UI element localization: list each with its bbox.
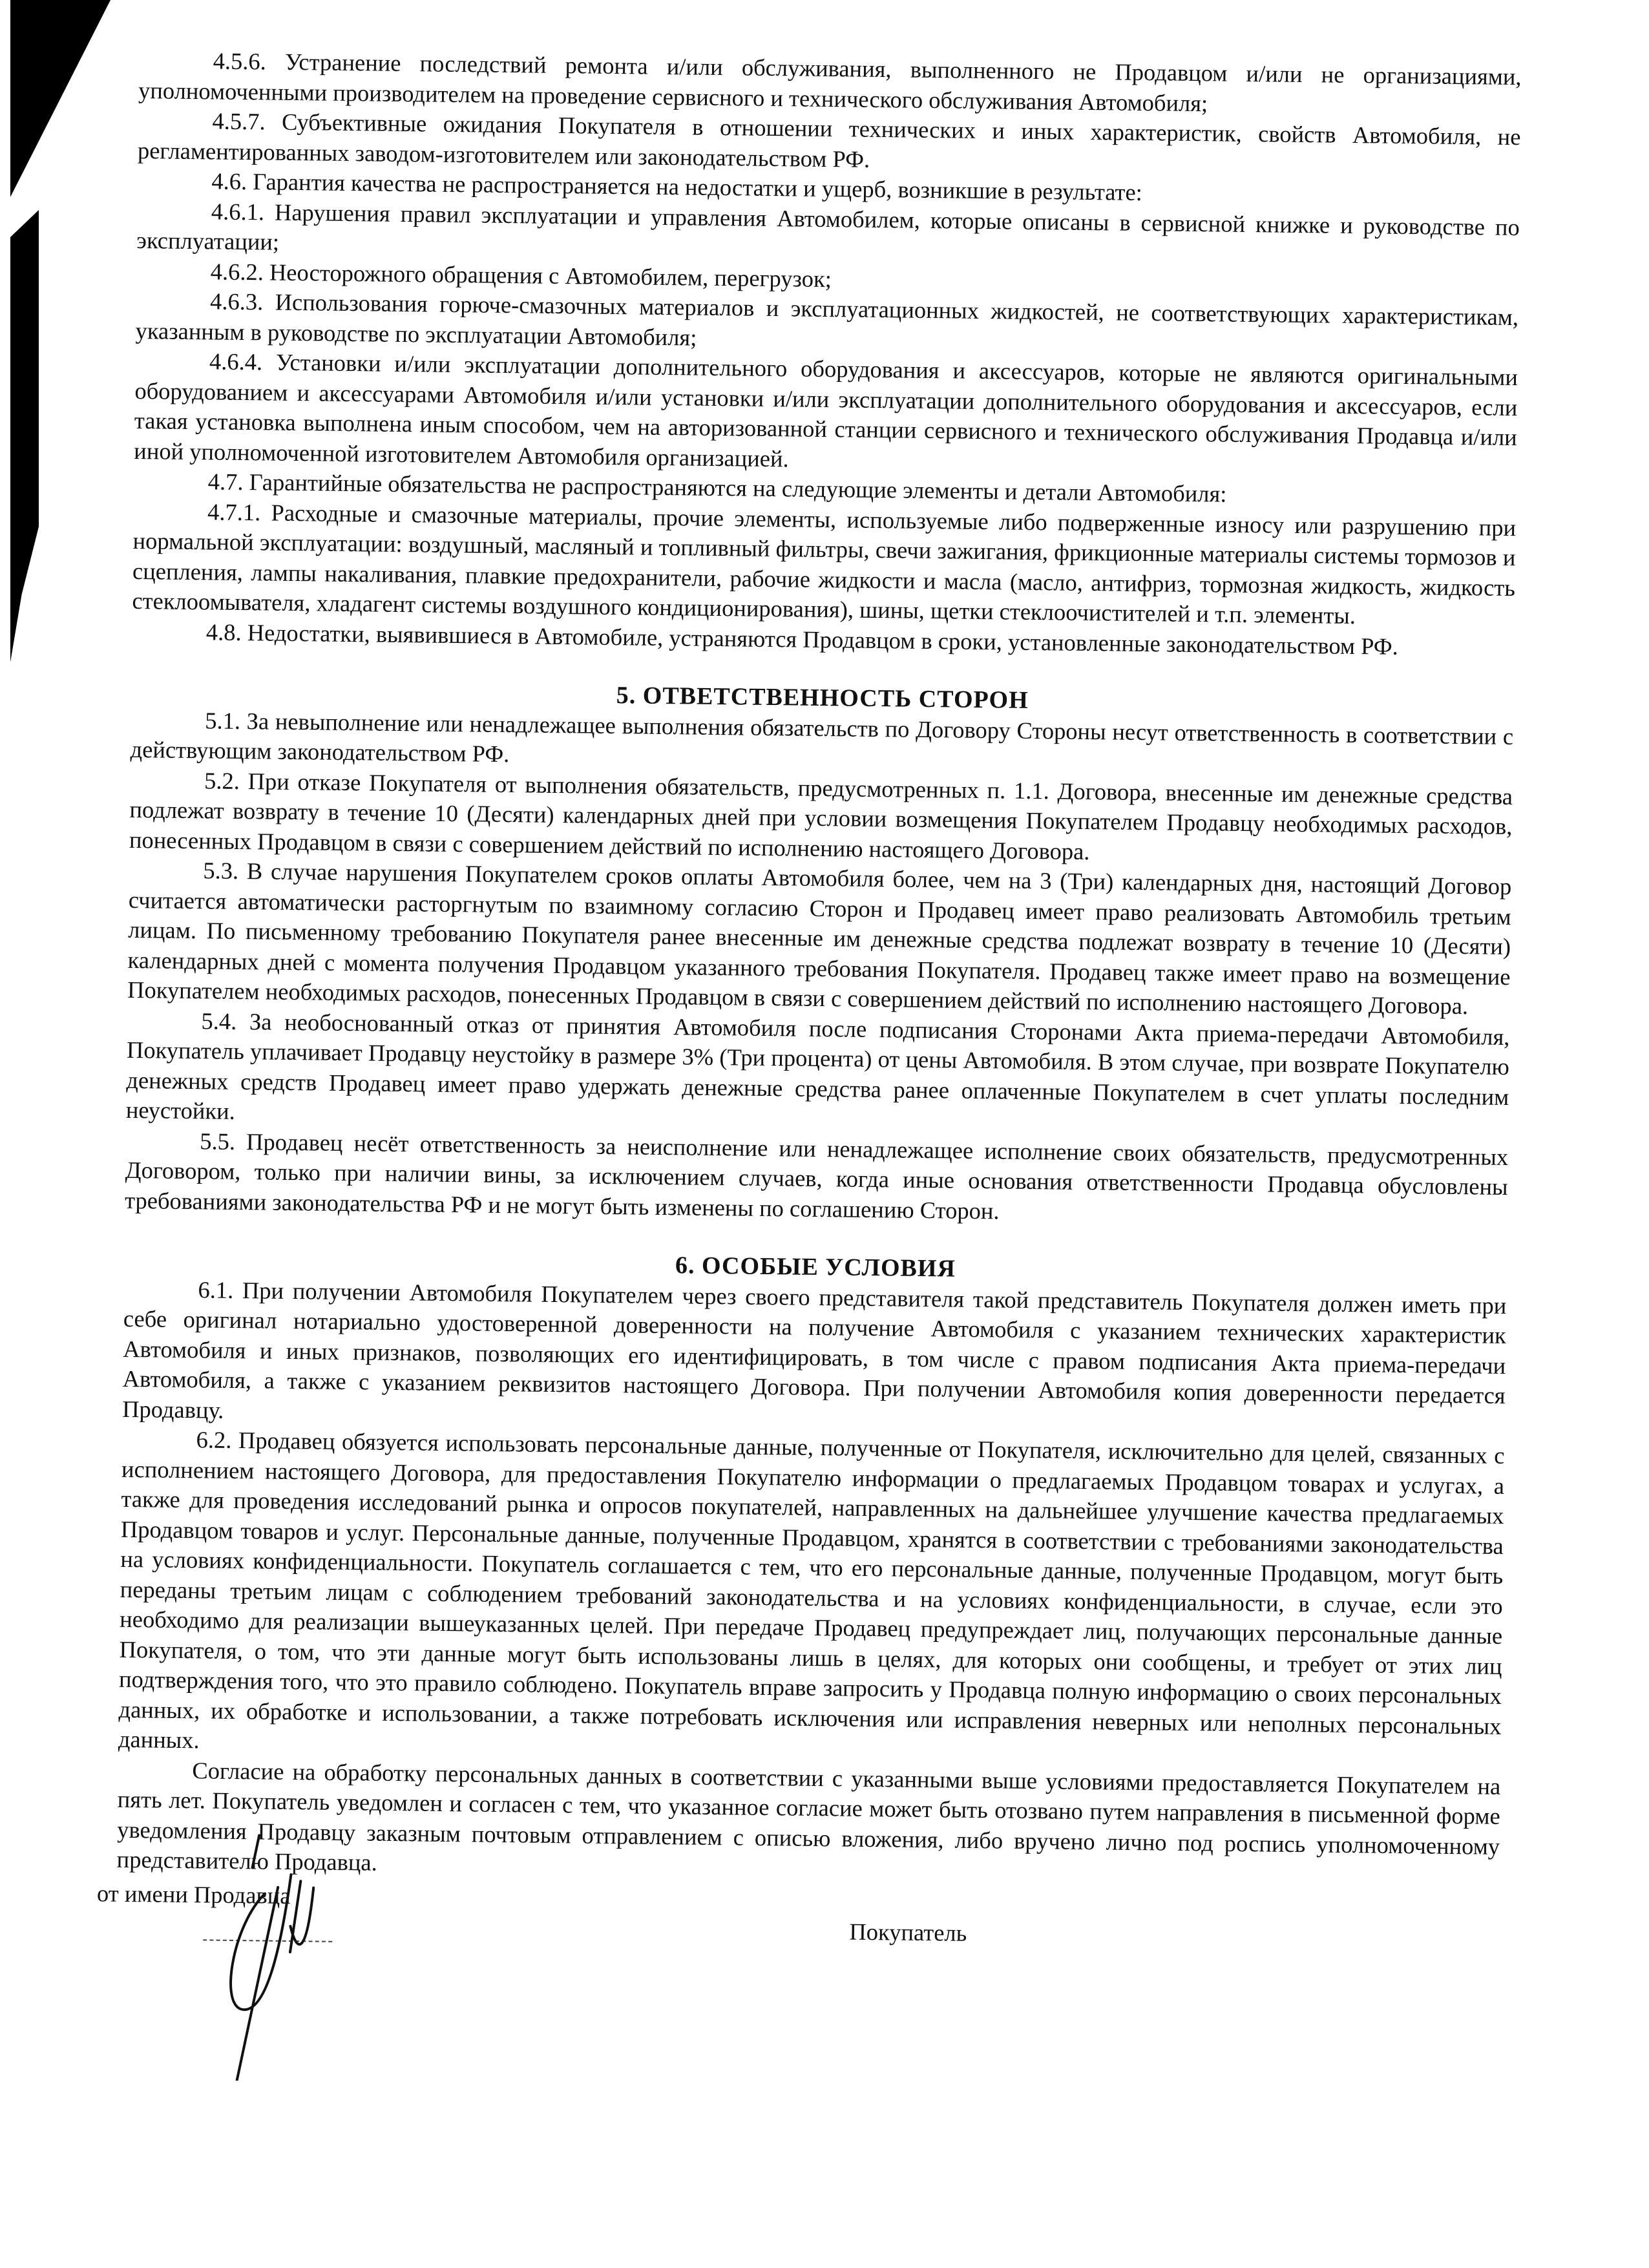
clause-4-6: 4.6. Гарантия качества не распространяется на недостатки и ущерб, возникшие в результате: — [211, 167, 1143, 205]
handwritten-signature — [192, 1796, 363, 2082]
clause-4-5-6: 4.5.6. Устранение последствий ремонта и/или обслуживания, выполненного не Продавцом и/или не организациями, уполномоченными производителем на проведение сервисного и технического обслуживания Автомобиля; — [138, 47, 1522, 116]
section-5-heading: 5. ОТВЕТСТВЕННОСТЬ СТОРОН — [616, 682, 1029, 714]
scan-artifact-black-edge — [10, 210, 39, 662]
clause-5-3: 5.3. В случае нарушения Покупателем сроков оплаты Автомобиля более, чем на 3 (Три) календарных дня, настоящий Договор считается автоматически расторгнутым по взаимному согласию Сторон и Продавец имеет право реализовать Автомобиль третьим лицам. По письменному требованию Покупателя ранее внесенные им денежные средства подлежат возврату в течение 10 (Десяти) календарных дней с момента получения Продавцом указанного требования Покупателя. Продавец также имеет право на возмещение Покупателем необходимых расходов, понесенных Продавцом в связи с совершением действий по исполнению настоящего Договора. — [127, 857, 1512, 1020]
clause-5-4: 5.4. За необоснованный отказ от принятия Автомобиля после подписания Сторонами Акта приема-передачи Автомобиля, Покупатель уплачивает Продавцу неустойку в размере 3% (Три процента) от цены Автомобиля. В этом случае, при возврате Покупателю денежных средств Продавец имеет право удержать денежные средства ранее оплаченные Покупателем в счет уплаты последним неустойки. — [125, 1007, 1510, 1124]
clause-4-6-2: 4.6.2. Неосторожного обращения с Автомобилем, перегрузок; — [210, 257, 832, 292]
clause-5-1: 5.1. За невыполнение или ненадлежащее выполнения обязательств по Договору Стороны несут ответственность в соответствии с действующим законодательством РФ. — [130, 706, 1514, 768]
document-page — [96, 45, 1522, 2037]
section-6-heading: 6. ОСОБЫЕ УСЛОВИЯ — [675, 1252, 956, 1283]
clause-4-6-4: 4.6.4. Установки и/или эксплуатации дополнительного оборудования и аксессуаров, которые не являются оригинальными оборудованием и аксессуарами Автомобиля и/или установки и/или эксплуатации дополнительного оборудования и аксессуаров, если такая установка выполнена иным способом, чем на авторизованной станции сервисного и технического обслуживания Продавца и/или иной уполномоченной изготовителем Автомобиля организацией. — [134, 348, 1518, 472]
buyer-signature-label: Покупатель — [849, 1918, 967, 1946]
clause-4-6-3: 4.6.3. Использования горюче-смазочных материалов и эксплуатационных жидкостей, не соответствующих характеристикам, указанным в руководстве по эксплуатации Автомобиля; — [135, 288, 1519, 351]
clause-4-5-7: 4.5.7. Субъективные ожидания Покупателя в отношении технических и иных характеристик, свойств Автомобиля, не регламентированных заводом-изготовителем или законодательством РФ. — [137, 107, 1521, 173]
personal-data-consent: Согласие на обработку персональных данных в соответствии с указанными выше условиями предоставляется Покупателем на пять лет. Покупатель уведомлен и согласен с тем, что указанное согласие может быть отозвано путем направления в письменной форме уведомления Продавцу заказным почтовым отправлением с описью вложения, либо вручено лично под роспись уполномоченному представителю Продавца. — [116, 1756, 1501, 1876]
seller-signature-label: от имени Продавца — [96, 1879, 291, 1909]
clause-4-7: 4.7. Гарантийные обязательства не распространяются на следующие элементы и детали Автомобиля: — [207, 468, 1227, 507]
signature-block — [96, 1878, 1500, 2037]
clause-6-1: 6.1. При получении Автомобиля Покупателем через своего представителя такой представитель Покупателя должен иметь при себе оригинал нотариально удостоверенной доверенности на получение Автомобиля с указанием технических характеристик Автомобиля и иных признаков, позволяющих его идентифицировать, в том числе с правом подписания Акта приема-передачи Автомобиля, а также с указанием реквизитов настоящего Договора. При получении Автомобиля копия доверенности передается Продавцу. — [121, 1276, 1507, 1423]
scan-artifact-black-edge — [10, 0, 110, 197]
clause-6-2: 6.2. Продавец обязуется использовать персональные данные, полученные от Покупателя, исключительно для целей, связанных с исполнением настоящего Договора, для предоставления Покупателю информации о предлагаемых Продавцом товарах и услугах, а также для проведения исследований рынка и опросов покупателей, направленных на дальнейшее улучшение качества предлагаемых Продавцом товаров и услуг. Персональные данные, полученные Продавцом, хранятся в соответствии с требованиями законодательства на условиях конфиденциальности. Покупатель соглашается с тем, что его персональные данные, полученные Продавцом, могут быть переданы третьим лицам с соблюдением требований законодательства и на условиях конфиденциальности, в случае, если это необходимо для реализации вышеуказанных целей. При передаче Продавец предупреждает лиц, получающих персональные данные Покупателя, о том, что эти данные могут быть использованы лишь в целях, для которых они сообщены, и требует от этих лиц подтверждения того, что это правило соблюдено. Покупатель вправе запросить у Продавца полную информацию о своих персональных данных, их обработке и использовании, а также потребовать исключения или исправления неверных или неполных персональных данных. — [118, 1426, 1505, 1754]
clause-5-2: 5.2. При отказе Покупателя от выполнения обязательств, предусмотренных п. 1.1. Договора, внесенные им денежные средства подлежат возврату в течение 10 (Десяти) календарных дней при условии возмещения Покупателем Продавцу необходимых расходов, понесенных Продавцом в связи с совершением действий по исполнению настоящего Договора. — [129, 766, 1513, 865]
clause-4-7-1: 4.7.1. Расходные и смазочные материалы, прочие элементы, используемые либо подверженные износу или разрушению при нормальной эксплуатации: воздушный, масляный и топливный фильтры, свечи зажигания, фрикционные материалы системы тормозов и сцепления, лампы накаливания, плавкие предохранители, рабочие жидкости и масла (масло, антифриз, тормозная жидкость, жидкость стеклоомывателя, хладагент системы воздушного кондиционирования), шины, щетки стеклоочистителей и т.п. элементы. — [132, 498, 1517, 629]
clause-4-6-1: 4.6.1. Нарушения правил эксплуатации и управления Автомобилем, которые описаны в сервисной книжке и руководстве по эксплуатации; — [136, 197, 1520, 255]
clause-4-8: 4.8. Недостатки, выявившиеся в Автомобиле, устраняются Продавцом в сроки, установленные законодательством РФ. — [205, 618, 1399, 660]
clause-5-5: 5.5. Продавец несёт ответственность за неисполнение или ненадлежащее исполнение своих обязательств, предусмотренных Договором, только при наличии вины, за исключением случаев, когда иные основания ответственности Продавца обусловлены требованиями законодательства РФ и не могут быть изменены по соглашению Сторон. — [124, 1127, 1509, 1224]
